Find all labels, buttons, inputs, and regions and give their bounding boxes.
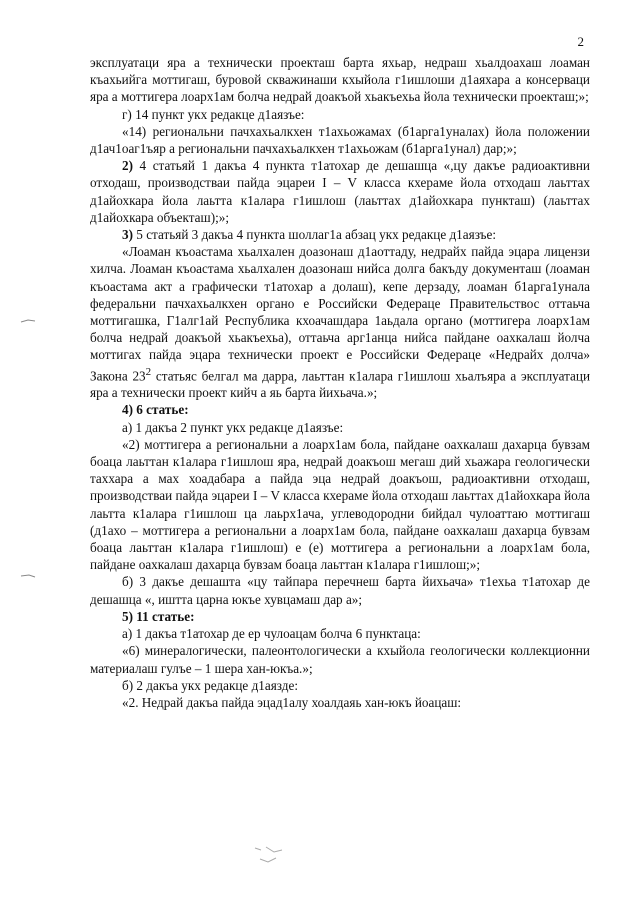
paragraph-p15: «2. Недрай дакъа пайда эцад1алу хоалдаяь хан-юкъ йоацаш: — [122, 694, 462, 710]
paragraph-p03: «14) региональни пачхахьалкхен т1ахьожамах (б1арга1уналах) йола положении д1ач1оаг1ъяр а региональни пачхахьалкхен т1ахьожам (б1арга1унал) дар;»; — [90, 123, 590, 157]
handwritten-mark — [252, 844, 286, 866]
paragraph-p06: «Лоаман къоастама хьалхален доазонаш д1аоттаду, недрайх пайда эцара лицензи хилча. Лоаман къоастама хьалхален доазонаш нийса долга бакъду документаш (лоаман къоастама акт а графически т1атохар а долаш), кепе дерзаду, лоаман б1арга1унала федеральни пачхахьалкхен органо е Российски Федераце Правительствос оттаьча моттигашка, Г1алг1ай Республика кхоачашдара 1аьдала органо (моттигера лоарх1ам болча недрай доакъой хьакъехьа), оттаьча арг1анца нийса пайдане оахкалаш йолча моттигах пайда эцара технически проект е Российски Федераце «Недрайх долча» Закона $23^2$ статьяс белгал ма дарра, лаьттан к1алара г1ишлош хьалъяра а эксплуатаци яра а технически проект кийч а яь барта йихьача.»; — [90, 244, 590, 401]
paragraph-p07: 4) 6 статье: — [122, 402, 189, 418]
margin-mark-1 — [20, 319, 36, 323]
paragraph-p13: «6) минералогически, палеонтологически а кхыйола геологически коллекционни материалаш гулъе – 1 шера хан-юкъа.»; — [90, 643, 590, 676]
paragraph-p09: «2) моттигера а региональни а лоарх1ам бола, пайдане оахкалаш дахарца бувзам боаца лаьттан к1алара г1ишлош яра, недрай доакъош мегаш дий хьажара геологически таххара а мах хоадабара а пайда эца недрай доакъош, радиоактивни отходаш, производстваи пайда эцареи I – V класса кхераме йола отходаш лаьттах д1айохкара йола лаьтта к1алара г1ишлош ца лаьрх1ача, углеводородни бийдал чулоаттаю моттигаш (д1ахо – моттигера а региональни а лоарх1ам бола, пайдане оахкалаш дахарца бувзам боаца лаьттан к1алара г1ишлош) е (е) моттигера а региональни а лоарх1ам бола, пайдане оахкалаш дахарца бувзам боаца лаьттан к1алара г1ишлош;»; — [90, 436, 590, 573]
paragraph-p11: 5) 11 статье: — [122, 608, 195, 624]
margin-mark-2 — [20, 574, 36, 578]
paragraph-p04: 2) 4 статьяй 1 дакъа 4 пункта т1атохар де дешашца «,цу дакъе радиоактивни отходаш, производстваи пайда эцареи I – V класса кхераме йола отходаш лаьттах д1айохкара йола лаьтта к1алара г1ишлош (лаьттах д1айохкара пункташ) (лаьттах д1айохкара объекташ);»; — [90, 158, 590, 225]
paragraph-p02: г) 14 пункт укх редакце д1аязъе: — [122, 106, 305, 122]
paragraph-p05: 3) 5 статьяй 3 дакъа 4 пункта шоллаг1а абзац укх редакце д1аязъе: — [122, 227, 497, 243]
paragraph-p10: б) 3 дакъе дешашта «цу тайпара перечнеш барта йихьача» т1ехьа т1атохар де дешашца «, иштта царна юкъе хувцамаш дар а»; — [90, 574, 590, 607]
document-body — [90, 54, 590, 711]
paragraph-p14: б) 2 дакъа укх редакце д1аязде: — [122, 677, 298, 693]
paragraph-p12: а) 1 дакъа т1атохар де ер чулоацам болча 6 пунктаца: — [122, 626, 421, 642]
page-number: 2 — [577, 34, 584, 49]
paragraph-p08: а) 1 дакъа 2 пункт укх редакце д1аязъе: — [122, 419, 344, 435]
paragraph-p01: эксплуатаци яра а технически проекташ барта яхьар, недраш хьалдоахаш лоаман къахьийга моттигаш, буровой скважинаши кхыйола г1ишлоши д1аяхара а консерваци яра а моттигера лоарх1ам болча недрай доакъой хьакъехьа йола технически проекташ;»; — [90, 55, 590, 105]
